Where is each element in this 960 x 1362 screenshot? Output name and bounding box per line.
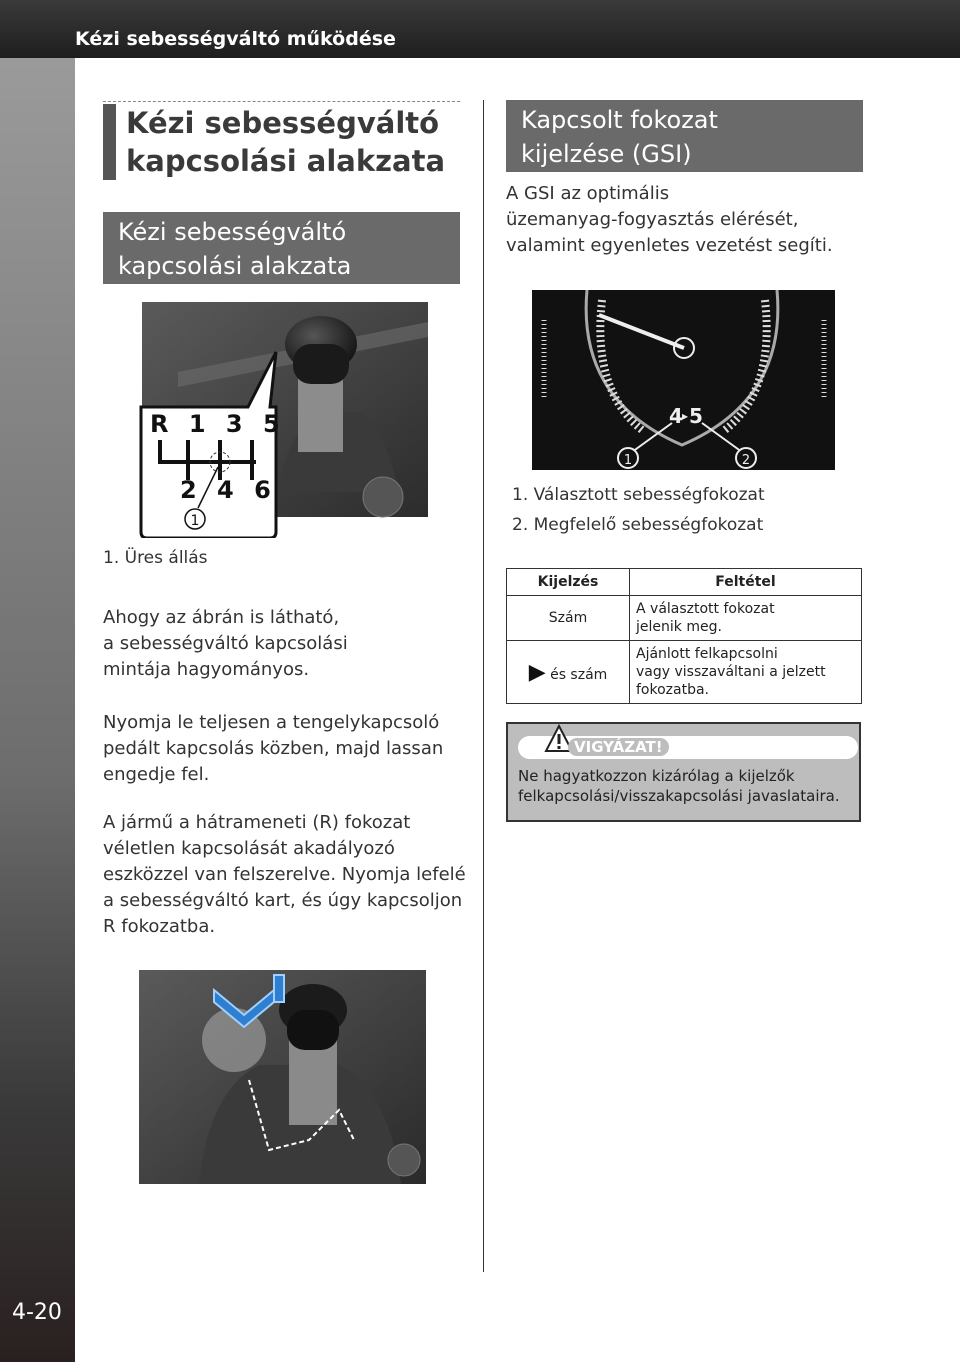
warning-header	[518, 736, 858, 759]
reverse-gear-illustration	[139, 970, 426, 1184]
play-triangle-icon: ▶	[528, 659, 546, 685]
header-bar	[0, 0, 960, 58]
gsi-arrow: ▸	[682, 409, 689, 423]
gsi-title-line1: Kapcsolt fokozat	[521, 106, 718, 134]
gsi-next-gear: 5	[689, 404, 703, 428]
gsi-list-item-1: 1. Választott sebességfokozat	[512, 485, 765, 505]
table-cell-display-text: és szám	[550, 666, 608, 683]
gsi-title-line2: kijelzése (GSI)	[521, 140, 692, 168]
header-title: Kézi sebességváltó működése	[75, 28, 396, 50]
gsi-table	[506, 568, 862, 704]
gsi-current-gear: 4	[669, 404, 683, 428]
side-photo-strip	[0, 58, 75, 1362]
shift-pattern-illustration	[138, 302, 428, 538]
warning-box	[506, 722, 861, 822]
gsi-gauge-illustration	[532, 290, 835, 470]
paragraph-pattern: Ahogy az ábrán is látható, a sebességváltó kapcsolási mintája hagyományos.	[103, 607, 348, 680]
main-title-line2: kapcsolási alakzata	[126, 144, 446, 178]
main-title	[103, 104, 473, 180]
main-title-line1: Kézi sebességváltó	[126, 106, 440, 140]
table-header-condition: Feltétel	[630, 569, 862, 596]
section-title-gsi	[506, 100, 863, 172]
column-divider	[483, 100, 484, 1272]
table-cell-condition: Ajánlott felkapcsolni vagy visszaváltani a jelzett fokozatba.	[630, 641, 862, 704]
table-header-row	[507, 569, 862, 596]
warning-label: VIGYÁZAT!	[568, 738, 669, 756]
table-cell-display: Szám	[507, 596, 630, 641]
warning-text: Ne hagyatkozzon kizárólag a kijelzők felkapcsolási/visszakapcsolási javaslataira.	[518, 767, 840, 805]
gsi-intro: A GSI az optimális üzemanyag-fogyasztás elérését, valamint egyenletes vezetést segíti.	[506, 183, 833, 256]
section-title-shift-pattern	[103, 212, 460, 284]
gsi-marker-1: 1	[623, 453, 633, 468]
shift-pattern-bottom-label: 2 4 6	[180, 476, 277, 504]
title-rule	[103, 101, 460, 102]
page-number: 4-20	[12, 1300, 62, 1325]
paragraph-clutch: Nyomja le teljesen a tengelykapcsoló pedált kapcsolás közben, majd lassan engedje fel.	[103, 712, 444, 785]
table-row	[507, 641, 862, 704]
paragraph-reverse: A jármű a hátrameneti (R) fokozat véletlen kapcsolását akadályozó eszközzel van felszerelve. Nyomja lefelé a sebességváltó kart, és úgy kapcsoljon R fokozatba.	[103, 812, 466, 937]
table-row	[507, 596, 862, 641]
shift-pattern-top-label: R 1 3 5	[150, 410, 286, 438]
table-cell-condition: A választott fokozat jelenik meg.	[630, 596, 862, 641]
gsi-list-item-2: 2. Megfelelő sebességfokozat	[512, 515, 764, 535]
section-title-line1: Kézi sebességváltó	[118, 218, 347, 246]
table-header-display: Kijelzés	[507, 569, 630, 596]
caption-neutral: 1. Üres állás	[103, 548, 208, 568]
table-cell-display	[507, 641, 630, 704]
neutral-marker-1: 1	[190, 513, 200, 529]
gsi-marker-2: 2	[741, 453, 751, 468]
section-title-line2: kapcsolási alakzata	[118, 252, 352, 280]
